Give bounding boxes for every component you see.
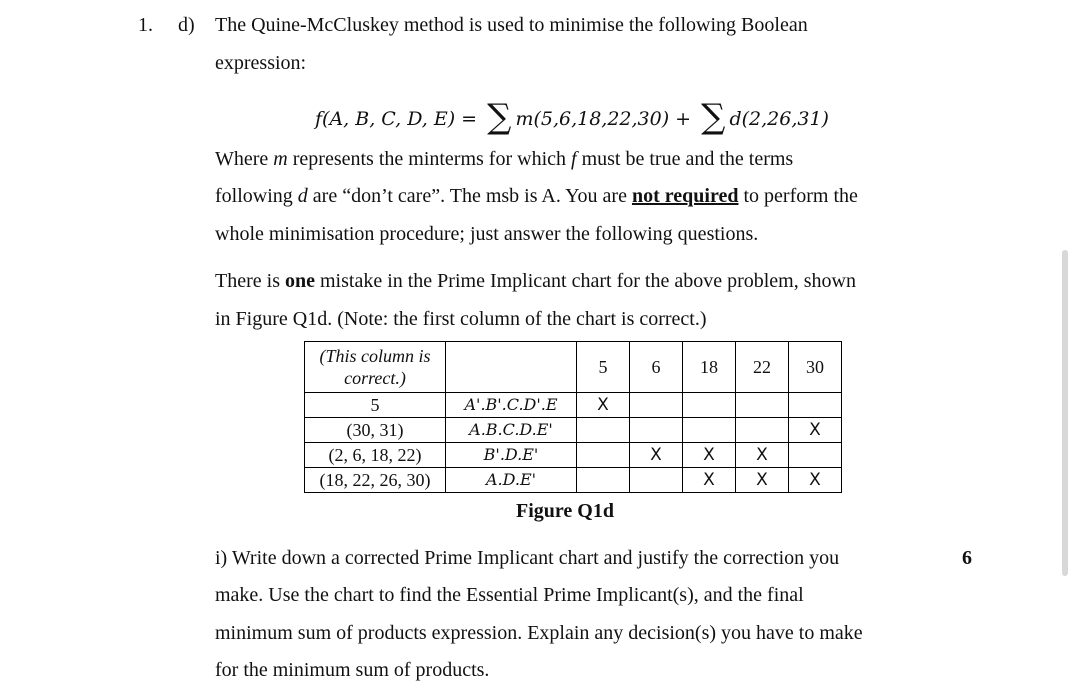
chart-header-row (305, 342, 842, 393)
sub-i-line2: make. Use the chart to find the Essential Prime Implicant(s), and the final (215, 584, 804, 606)
sub-i-line1: i) Write down a corrected Prime Implicant chart and justify the correction you (215, 547, 840, 569)
row-group: (30, 31) (305, 418, 446, 443)
column-minterm: 30 (789, 342, 842, 393)
cover-mark (577, 443, 630, 468)
not-required-emphasis: not required (631, 185, 739, 207)
question-number: 1. (138, 14, 153, 36)
chart-row (305, 418, 842, 443)
row-term: A.D.E' (446, 468, 577, 493)
sub-i-line4: for the minimum sum of products. (215, 659, 490, 681)
row-group: (18, 22, 26, 30) (305, 468, 446, 493)
row-term: A'.B'.C.D'.E (446, 393, 577, 418)
column-minterm: 22 (736, 342, 789, 393)
cover-mark: X (683, 468, 736, 493)
equation-minterms: m(5,6,18,22,30) + (515, 108, 692, 130)
row-group: (2, 6, 18, 22) (305, 443, 446, 468)
prime-implicant-chart (304, 341, 842, 493)
para2-line2: in Figure Q1d. (Note: the first column of the chart is correct.) (215, 308, 707, 330)
cover-mark (683, 393, 736, 418)
intro-line-2: expression: (215, 52, 307, 74)
row-group: 5 (305, 393, 446, 418)
cover-mark: X (736, 443, 789, 468)
cover-mark (630, 468, 683, 493)
question-part: d) (178, 14, 195, 36)
cover-mark (577, 468, 630, 493)
cover-mark (736, 393, 789, 418)
equation-lhs: f(A, B, C, D, E) = (315, 108, 478, 130)
intro-line-1: The Quine-McCluskey method is used to minimise the following Boolean (215, 14, 808, 36)
cover-mark (577, 418, 630, 443)
cover-mark: X (630, 443, 683, 468)
cover-mark (630, 393, 683, 418)
cover-mark: X (789, 468, 842, 493)
chart-header-note: (This column is correct.) (305, 342, 446, 393)
sigma-minterms: ∑ (487, 97, 512, 137)
cover-mark (736, 418, 789, 443)
para2-line1: There is one mistake in the Prime Implicant chart for the above problem, shown (215, 270, 856, 292)
chart-row (305, 443, 842, 468)
sub-i-line3: minimum sum of products expression. Explain any decision(s) you have to make (215, 622, 863, 644)
cover-mark (630, 418, 683, 443)
cover-mark: X (789, 418, 842, 443)
cover-mark (683, 418, 736, 443)
para1-line1: Where m represents the minterms for which f must be true and the terms (215, 148, 794, 170)
boolean-equation (315, 94, 829, 137)
scrollbar[interactable] (1062, 250, 1068, 576)
para1-line2: following d are “don’t care”. The msb is A. You are not required to perform the (215, 185, 858, 207)
column-minterm: 6 (630, 342, 683, 393)
cover-mark: X (736, 468, 789, 493)
marks-value: 6 (962, 547, 972, 569)
column-minterm: 18 (683, 342, 736, 393)
cover-mark (789, 393, 842, 418)
figure-caption: Figure Q1d (516, 500, 614, 522)
para1-line3: whole minimisation procedure; just answer the following questions. (215, 223, 759, 245)
cover-mark: X (577, 393, 630, 418)
cover-mark: X (683, 443, 736, 468)
equation-dontcares: d(2,26,31) (729, 108, 829, 130)
column-minterm: 5 (577, 342, 630, 393)
row-term: A.B.C.D.E' (446, 418, 577, 443)
row-term: B'.D.E' (446, 443, 577, 468)
chart-row (305, 393, 842, 418)
cover-mark (789, 443, 842, 468)
chart-header-blank (446, 342, 577, 393)
chart-row (305, 468, 842, 493)
sigma-dontcares: ∑ (701, 97, 726, 137)
